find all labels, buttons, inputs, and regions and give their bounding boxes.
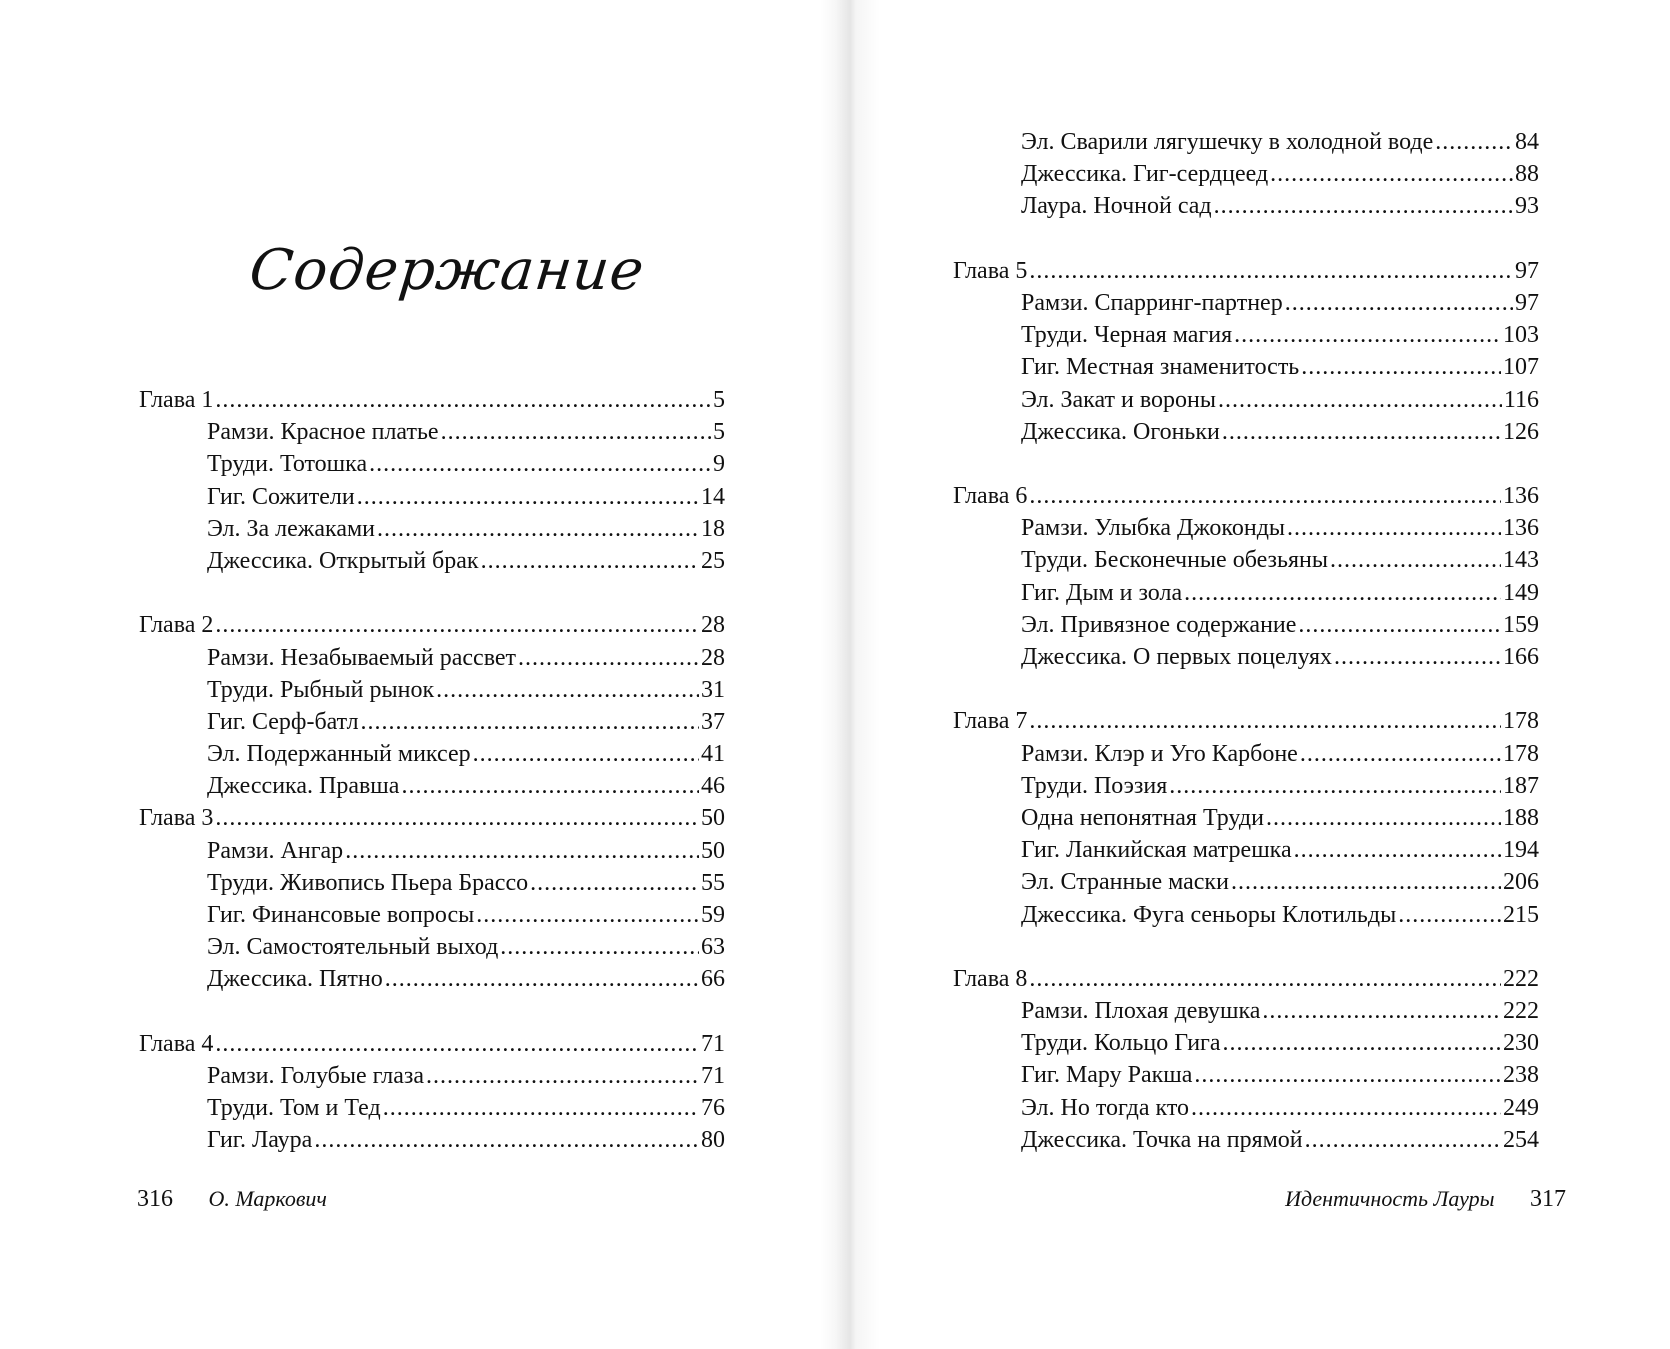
toc-entry-title: Рамзи. Спарринг-партнер: [1021, 289, 1283, 316]
toc-dot-leader: [215, 384, 711, 416]
toc-entry-page: 5: [713, 387, 725, 413]
toc-spacer: [953, 931, 1539, 963]
toc-section-entry: [139, 448, 725, 480]
toc-dot-leader: [1218, 384, 1502, 416]
toc-dot-leader: [481, 545, 699, 577]
toc-dot-leader: [215, 802, 699, 834]
toc-entry-title: Эл. Самостоятельный выход: [207, 934, 499, 961]
book-title: Идентичность Лауры: [1285, 1186, 1495, 1211]
toc-entry-title: Гиг. Дым и зола: [1021, 579, 1183, 606]
toc-entry-page: 37: [701, 708, 725, 735]
toc-entry-page: 159: [1503, 611, 1539, 638]
toc-section-entry: [139, 931, 725, 963]
toc-entry-title: Гиг. Местная знаменитость: [1021, 354, 1300, 381]
toc-dot-leader: [1029, 963, 1501, 995]
toc-entry-title: Труди. Черная магия: [1021, 322, 1233, 349]
toc-entry-title: Рамзи. Клэр и Уго Карбоне: [1021, 740, 1298, 767]
toc-entry-page: 59: [701, 902, 725, 928]
toc-entry-title: Джессика. О первых поцелуях: [1021, 644, 1333, 670]
toc-dot-leader: [476, 899, 699, 931]
toc-dot-leader: [1330, 544, 1501, 576]
toc-entry-title: Труди. Тотошка: [207, 451, 368, 478]
toc-dot-leader: [401, 770, 699, 802]
toc-entry-page: 136: [1503, 483, 1539, 510]
toc-entry-page: 149: [1503, 579, 1539, 606]
toc-entry-page: 31: [701, 676, 725, 703]
toc-dot-leader: [1029, 480, 1501, 512]
toc-entry-page: 222: [1503, 965, 1539, 992]
toc-dot-leader: [1285, 287, 1513, 319]
toc-dot-leader: [1435, 126, 1513, 158]
footer-left: [137, 1186, 327, 1213]
toc-entry-page: 66: [701, 966, 725, 993]
toc-section-entry: [953, 1092, 1539, 1124]
toc-section-entry: [139, 738, 725, 770]
toc-entry-title: Труди. Рыбный рынок: [207, 676, 435, 703]
toc-dot-leader: [345, 835, 699, 867]
toc-dot-leader: [1262, 995, 1501, 1027]
toc-section-entry: [953, 995, 1539, 1027]
toc-entry-page: 126: [1503, 418, 1539, 445]
toc-section-entry: [953, 770, 1539, 802]
toc-entry-title: Джессика. Точка на прямой: [1021, 1126, 1303, 1153]
toc-entry-page: 166: [1503, 644, 1539, 670]
toc-dot-leader: [1223, 1027, 1501, 1059]
toc-dot-leader: [361, 706, 699, 738]
toc-dot-leader: [1298, 609, 1501, 641]
toc-entry-page: 178: [1503, 708, 1539, 735]
toc-entry-title: Труди. Кольцо Гига: [1021, 1030, 1221, 1057]
toc-entry-page: 97: [1515, 289, 1539, 316]
toc-entry-title: Рамзи. Плохая девушка: [1021, 998, 1261, 1025]
toc-section-entry: [953, 158, 1539, 190]
toc-entry-title: Рамзи. Незабываемый рассвет: [207, 644, 517, 671]
toc-section-entry: [953, 190, 1539, 222]
toc-dot-leader: [1398, 899, 1501, 931]
toc-dot-leader: [1234, 319, 1501, 351]
toc-section-entry: [953, 544, 1539, 576]
toc-entry-title: Джессика. Пятно: [207, 966, 383, 993]
toc-dot-leader: [530, 867, 699, 899]
toc-entry-page: 50: [701, 837, 725, 864]
toc-dot-leader: [1294, 834, 1501, 866]
toc-entry-title: Глава 7: [953, 708, 1028, 735]
toc-entry-page: 249: [1503, 1094, 1539, 1121]
toc-entry-title: Рамзи. Ангар: [207, 837, 344, 864]
toc-entry-title: Эл. Закат и вороны: [1021, 386, 1216, 413]
toc-entry-page: 230: [1503, 1030, 1539, 1057]
toc-entry-page: 18: [701, 515, 725, 542]
toc-entry-title: Труди. Поэзия: [1021, 772, 1168, 799]
toc-dot-leader: [383, 1092, 699, 1124]
toc-entry-title: Эл. Но тогда кто: [1021, 1094, 1190, 1121]
toc-entry-page: 41: [701, 741, 725, 768]
toc-entry-page: 55: [701, 869, 725, 896]
toc-entry-page: 206: [1503, 869, 1539, 896]
toc-entry-page: 103: [1503, 322, 1539, 349]
toc-entry-page: 194: [1503, 837, 1539, 864]
toc-entry-page: 116: [1503, 386, 1539, 413]
toc-dot-leader: [441, 416, 711, 448]
toc-entry-title: Рамзи. Красное платье: [207, 419, 439, 446]
toc-dot-leader: [1029, 705, 1501, 737]
toc-entry-title: Гиг. Ланкийская матрешка: [1021, 837, 1292, 864]
toc-entry-page: 215: [1503, 901, 1539, 928]
toc-section-entry: [953, 287, 1539, 319]
toc-entry-page: 9: [713, 451, 725, 478]
toc-entry-page: 143: [1503, 547, 1539, 574]
toc-chapter-entry: [139, 384, 725, 416]
toc-section-entry: [953, 641, 1539, 673]
toc-dot-leader: [1334, 641, 1501, 673]
toc-entry-title: Гиг. Финансовые вопросы: [207, 902, 475, 928]
toc-dot-leader: [1300, 738, 1501, 770]
toc-list-right: [953, 126, 1539, 1156]
toc-dot-leader: [1305, 1124, 1501, 1156]
toc-entry-page: 14: [701, 483, 725, 510]
toc-section-entry: [953, 384, 1539, 416]
toc-entry-title: Труди. Бесконечные обезьяны: [1021, 547, 1328, 574]
toc-entry-title: Эл. За лежаками: [207, 515, 376, 542]
toc-dot-leader: [500, 931, 699, 963]
toc-entry-title: Одна непонятная Труди: [1021, 804, 1264, 831]
toc-entry-title: Глава 3: [139, 805, 214, 832]
toc-dot-leader: [357, 481, 699, 513]
toc-entry-title: Эл. Подержанный миксер: [207, 741, 471, 768]
toc-entry-page: 178: [1503, 740, 1539, 767]
toc-chapter-entry: [953, 963, 1539, 995]
toc-entry-page: 254: [1503, 1126, 1539, 1153]
toc-entry-page: 5: [713, 419, 725, 446]
toc-section-entry: [139, 481, 725, 513]
toc-section-entry: [139, 770, 725, 802]
toc-entry-page: 88: [1515, 161, 1539, 188]
toc-entry-title: Гиг. Серф-батл: [207, 708, 359, 735]
toc-entry-title: Эл. Странные маски: [1021, 869, 1229, 896]
toc-entry-title: Лаура. Ночной сад: [1021, 193, 1212, 220]
toc-dot-leader: [215, 609, 699, 641]
toc-dot-leader: [1266, 802, 1501, 834]
toc-entry-page: 76: [701, 1095, 725, 1122]
toc-entry-page: 28: [701, 612, 725, 639]
toc-section-entry: [953, 351, 1539, 383]
toc-dot-leader: [369, 448, 711, 480]
toc-entry-page: 136: [1503, 515, 1539, 542]
toc-section-entry: [139, 642, 725, 674]
toc-section-entry: [139, 867, 725, 899]
toc-dot-leader: [426, 1060, 699, 1092]
toc-entry-title: Гиг. Сожители: [207, 483, 355, 510]
toc-dot-leader: [377, 513, 699, 545]
toc-section-entry: [953, 319, 1539, 351]
toc-section-entry: [953, 1027, 1539, 1059]
toc-section-entry: [953, 1059, 1539, 1091]
toc-dot-leader: [1191, 1092, 1501, 1124]
toc-section-entry: [139, 674, 725, 706]
toc-entry-page: 187: [1503, 772, 1539, 799]
toc-entry-title: Эл. Привязное содержание: [1021, 611, 1297, 638]
toc-section-entry: [953, 577, 1539, 609]
toc-dot-leader: [1222, 416, 1501, 448]
toc-dot-leader: [1029, 255, 1513, 287]
author-name: О. Маркович: [208, 1186, 327, 1211]
page-number: 316: [137, 1186, 173, 1212]
toc-entry-title: Джессика. Гиг-сердцеед: [1021, 161, 1269, 188]
toc-entry-title: Джессика. Фуга сеньоры Клотильды: [1021, 901, 1397, 928]
toc-chapter-entry: [953, 255, 1539, 287]
toc-entry-title: Джессика. Правша: [207, 773, 400, 800]
toc-section-entry: [953, 802, 1539, 834]
toc-dot-leader: [1231, 866, 1501, 898]
toc-entry-title: Глава 5: [953, 257, 1028, 284]
toc-spacer: [953, 448, 1539, 480]
toc-section-entry: [139, 963, 725, 995]
toc-dot-leader: [1214, 190, 1513, 222]
toc-section-entry: [139, 513, 725, 545]
toc-section-entry: [953, 512, 1539, 544]
footer-right: [1285, 1186, 1566, 1213]
toc-section-entry: [953, 609, 1539, 641]
toc-entry-title: Джессика. Огоньки: [1021, 418, 1220, 445]
toc-entry-title: Труди. Живопись Пьера Брассо: [207, 869, 529, 896]
toc-dot-leader: [1194, 1059, 1501, 1091]
toc-entry-page: 71: [701, 1062, 725, 1089]
toc-entry-page: 71: [701, 1030, 725, 1057]
toc-dot-leader: [1301, 351, 1501, 383]
toc-entry-page: 50: [701, 805, 725, 832]
toc-entry-page: 238: [1503, 1062, 1539, 1089]
toc-entry-page: 107: [1503, 354, 1539, 381]
toc-section-entry: [139, 416, 725, 448]
toc-dot-leader: [1270, 158, 1513, 190]
toc-spacer: [953, 673, 1539, 705]
toc-entry-title: Глава 6: [953, 483, 1028, 510]
toc-dot-leader: [518, 642, 699, 674]
toc-spacer: [139, 996, 725, 1028]
toc-entry-title: Глава 1: [139, 387, 214, 413]
toc-section-entry: [139, 899, 725, 931]
toc-chapter-entry: [139, 802, 725, 834]
toc-entry-page: 93: [1515, 193, 1539, 220]
toc-section-entry: [139, 706, 725, 738]
toc-entry-page: 80: [701, 1127, 725, 1154]
toc-entry-page: 188: [1503, 804, 1539, 831]
toc-entry-title: Глава 2: [139, 612, 214, 639]
toc-entry-title: Рамзи. Голубые глаза: [207, 1062, 424, 1089]
toc-entry-title: Рамзи. Улыбка Джоконды: [1021, 515, 1286, 542]
toc-entry-title: Глава 4: [139, 1030, 214, 1057]
toc-list-left: [139, 384, 725, 1157]
toc-entry-title: Труди. Том и Тед: [207, 1095, 381, 1122]
toc-entry-page: 46: [701, 773, 725, 800]
toc-chapter-entry: [139, 1028, 725, 1060]
toc-title: Содержание: [246, 238, 648, 303]
toc-section-entry: [953, 416, 1539, 448]
right-page: [838, 0, 1670, 1349]
toc-entry-title: Глава 8: [953, 965, 1028, 992]
toc-entry-page: 25: [701, 547, 725, 574]
toc-section-entry: [953, 834, 1539, 866]
toc-section-entry: [953, 738, 1539, 770]
toc-section-entry: [953, 126, 1539, 158]
toc-section-entry: [953, 1124, 1539, 1156]
toc-entry-page: 84: [1515, 129, 1539, 155]
toc-section-entry: [953, 866, 1539, 898]
toc-spacer: [139, 577, 725, 609]
toc-dot-leader: [436, 674, 699, 706]
toc-dot-leader: [215, 1028, 699, 1060]
toc-section-entry: [139, 1060, 725, 1092]
toc-section-entry: [139, 835, 725, 867]
toc-entry-page: 28: [701, 644, 725, 671]
toc-section-entry: [953, 899, 1539, 931]
toc-dot-leader: [1169, 770, 1501, 802]
toc-dot-leader: [1184, 577, 1501, 609]
toc-dot-leader: [473, 738, 699, 770]
toc-chapter-entry: [953, 480, 1539, 512]
toc-entry-page: 63: [701, 934, 725, 961]
toc-dot-leader: [314, 1124, 699, 1156]
page-number: 317: [1530, 1186, 1566, 1212]
toc-section-entry: [139, 1092, 725, 1124]
toc-section-entry: [139, 545, 725, 577]
toc-spacer: [953, 223, 1539, 255]
toc-entry-title: Эл. Сварили лягушечку в холодной воде: [1021, 129, 1434, 155]
toc-entry-page: 97: [1515, 257, 1539, 284]
toc-chapter-entry: [139, 609, 725, 641]
toc-entry-title: Гиг. Мару Ракша: [1021, 1062, 1193, 1089]
toc-dot-leader: [385, 963, 699, 995]
toc-entry-title: Джессика. Открытый брак: [207, 547, 479, 574]
toc-section-entry: [139, 1124, 725, 1156]
toc-entry-page: 222: [1503, 998, 1539, 1025]
toc-chapter-entry: [953, 705, 1539, 737]
toc-entry-title: Гиг. Лаура: [207, 1127, 313, 1154]
toc-dot-leader: [1287, 512, 1501, 544]
